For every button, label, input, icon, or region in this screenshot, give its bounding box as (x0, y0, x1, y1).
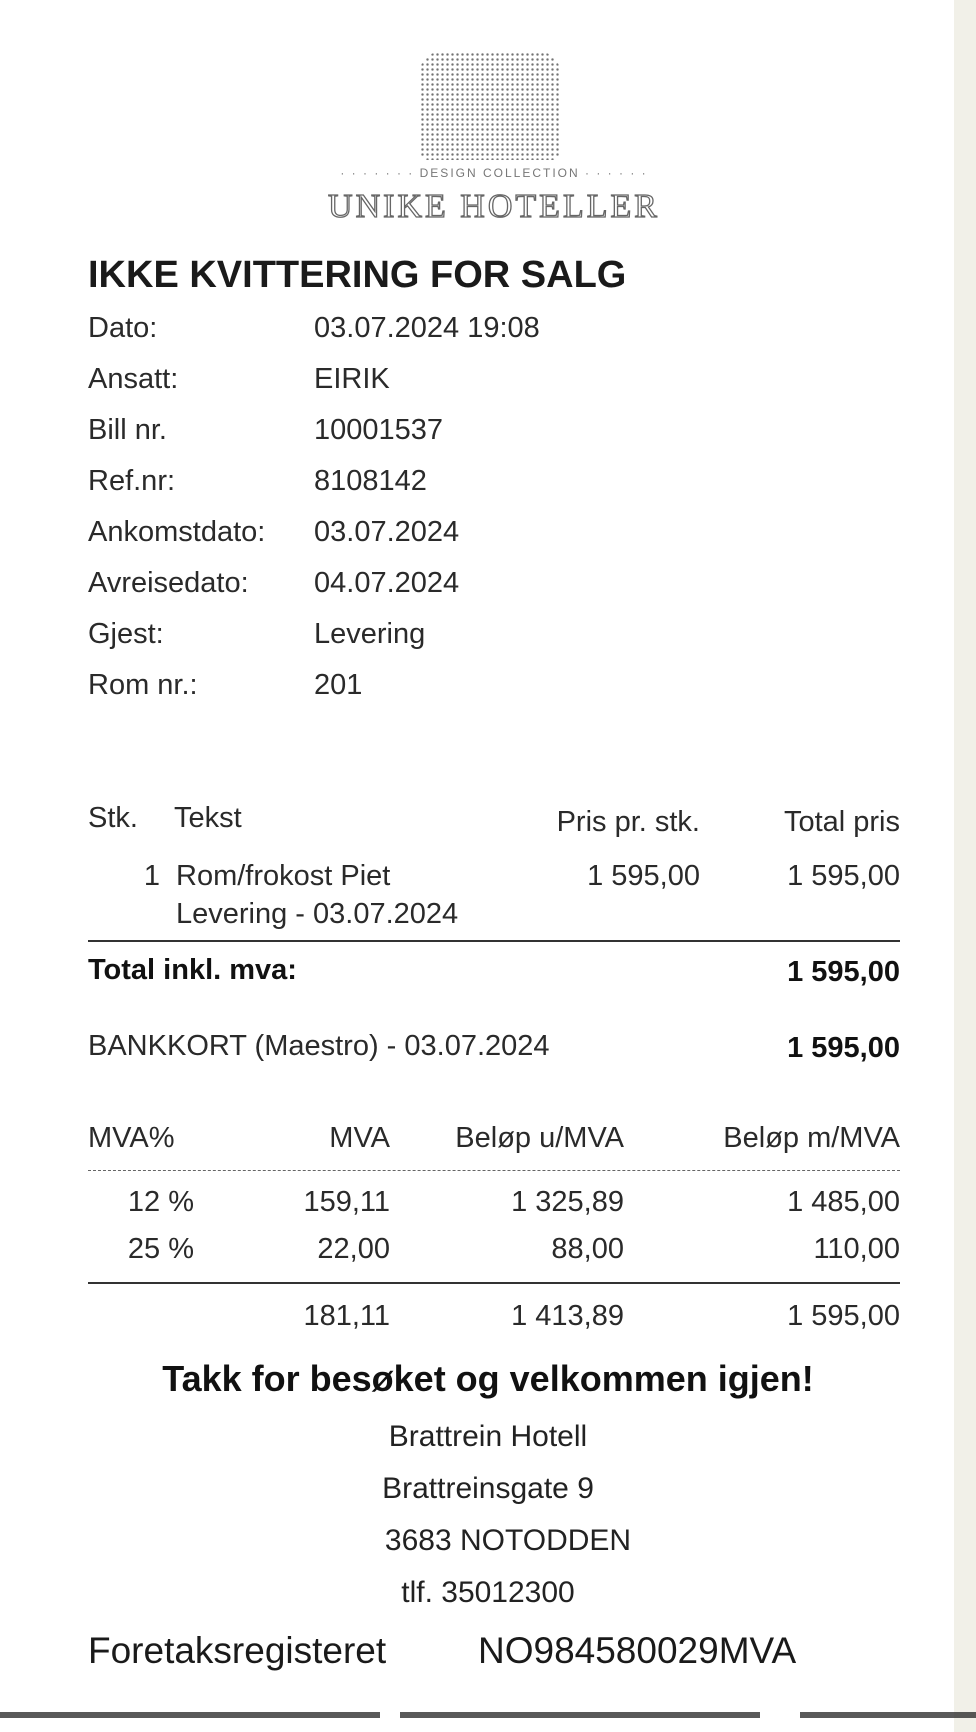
info-label: Ansatt: (88, 363, 179, 395)
vat-rate: 25 % (127, 1233, 194, 1265)
vat-net: 1 325,89 (511, 1186, 624, 1218)
vat-header-vat: MVA (329, 1122, 390, 1154)
info-label: Ankomstdato: (88, 516, 266, 548)
vat-header-rate: MVA% (88, 1122, 175, 1154)
divider (88, 1282, 900, 1284)
brand-tagline: · · · · · · · DESIGN COLLECTION · · · · · · (340, 166, 648, 180)
info-label: Avreisedato: (88, 567, 249, 599)
vat-gross: 110,00 (813, 1233, 900, 1265)
hotel-crest-icon (420, 52, 560, 160)
register-value: NO984580029MVA (478, 1630, 797, 1671)
vat-sum-amount: 181,11 (303, 1300, 390, 1332)
info-value: 10001537 (314, 414, 444, 446)
items-header-text: Tekst (174, 802, 242, 834)
hotel-phone: tlf. 35012300 (401, 1576, 575, 1609)
thank-you-message: Takk for besøket og velkommen igjen! (162, 1358, 814, 1399)
divider (88, 1170, 900, 1171)
items-header-unit-price: Pris pr. stk. (556, 806, 700, 838)
items-header-total: Total pris (783, 806, 900, 838)
info-value: 03.07.2024 (314, 516, 460, 548)
vat-gross: 1 485,00 (787, 1186, 900, 1218)
hotel-city: 3683 NOTODDEN (384, 1524, 632, 1557)
info-label: Ref.nr: (88, 465, 176, 497)
vat-amount: 22,00 (317, 1233, 390, 1265)
info-label: Rom nr.: (88, 669, 198, 701)
payment-value: 1 595,00 (787, 1032, 900, 1064)
info-label: Dato: (88, 312, 158, 344)
vat-amount: 159,11 (303, 1186, 390, 1218)
info-value: EIRIK (314, 363, 390, 395)
info-value: 201 (314, 669, 363, 701)
total-label: Total inkl. mva: (88, 954, 297, 986)
payment-label: BANKKORT (Maestro) - 03.07.2024 (88, 1030, 550, 1062)
item-text: Rom/frokost Piet (176, 860, 391, 892)
info-label: Gjest: (88, 618, 164, 650)
vat-sum-net: 1 413,89 (511, 1300, 624, 1332)
vat-sum-gross: 1 595,00 (787, 1300, 900, 1332)
register-label: Foretaksregisteret (88, 1630, 387, 1671)
paper-bottom-edge (0, 1712, 976, 1718)
total-value: 1 595,00 (787, 956, 900, 988)
vat-header-gross: Beløp m/MVA (723, 1122, 900, 1154)
items-header-qty: Stk. (88, 802, 138, 834)
divider (88, 940, 900, 942)
brand-name: UNIKE HOTELLER (328, 188, 660, 225)
vat-rate: 12 % (127, 1186, 194, 1218)
receipt-title: IKKE KVITTERING FOR SALG (88, 254, 627, 296)
info-label: Bill nr. (88, 414, 167, 446)
item-unit-price: 1 595,00 (587, 860, 700, 892)
info-value: 04.07.2024 (314, 567, 460, 599)
info-value: 8108142 (314, 465, 427, 497)
vat-header-net: Beløp u/MVA (455, 1122, 624, 1154)
item-text-detail: Levering - 03.07.2024 (176, 898, 459, 930)
vat-net: 88,00 (551, 1233, 624, 1265)
item-qty: 1 (143, 860, 160, 892)
info-value: 03.07.2024 19:08 (314, 312, 540, 344)
hotel-name: Brattrein Hotell (388, 1420, 588, 1453)
info-value: Levering (314, 618, 426, 650)
item-total: 1 595,00 (787, 860, 900, 892)
hotel-street: Brattreinsgate 9 (382, 1472, 594, 1505)
